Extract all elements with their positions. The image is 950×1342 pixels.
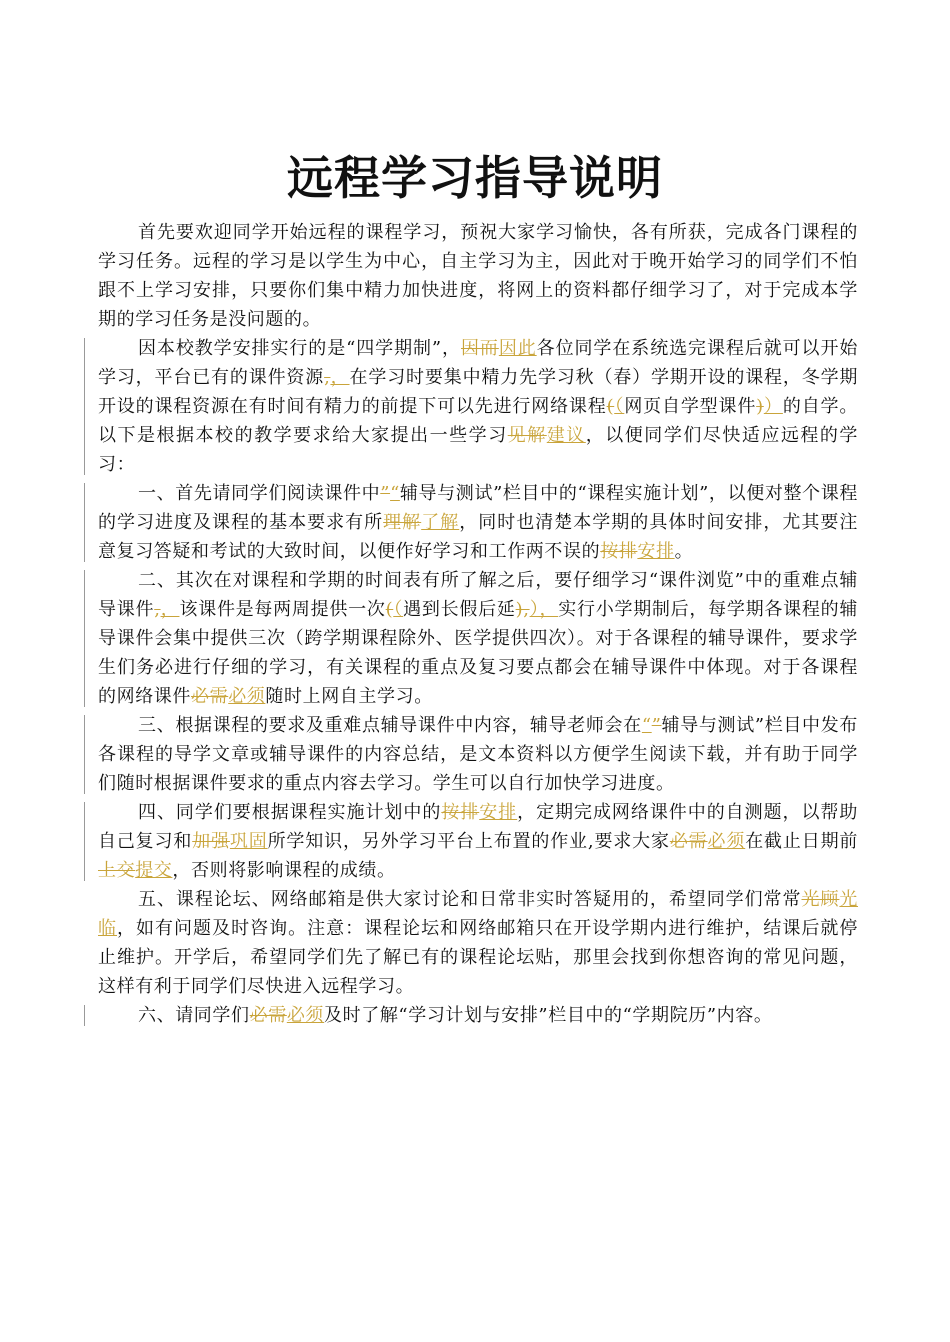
paragraph-text: 在截止日期前 [745, 831, 859, 852]
deleted-text: 按排 [600, 541, 638, 562]
inserted-text: （ [393, 599, 404, 620]
inserted-text: （ [614, 396, 625, 417]
paragraph-text: 在学习时要集中精力先学习秋（春）学期开设的课程，冬学期开设的课程资源在有时间有精力的前提下可以先进行网络课程 [98, 367, 859, 417]
paragraph-text: 所学知识，另外学习平台上布置的作业,要求大家 [267, 831, 670, 852]
paragraph-text: 的自学。以下是根据本校的教学要求给大家提出一些学习 [98, 396, 858, 446]
paragraph [98, 479, 858, 566]
deleted-text: 按排 [441, 802, 480, 823]
document-body [98, 218, 858, 1030]
paragraph [98, 885, 858, 1001]
deleted-text: ), [515, 599, 530, 620]
paragraph-text: ，否则将影响课程的成绩。 [172, 860, 396, 881]
deleted-text: 必需 [249, 1005, 287, 1026]
inserted-text: 必须 [228, 686, 266, 707]
inserted-text: 了解 [421, 512, 460, 533]
inserted-text: 巩固 [229, 831, 268, 852]
paragraph [98, 1001, 858, 1030]
paragraph [98, 334, 858, 479]
paragraph-text: 遇到长假后延 [403, 599, 516, 620]
paragraph-text: 网页自学型课件 [624, 396, 757, 417]
deleted-text: ( [606, 396, 615, 417]
deleted-text: 理解 [383, 512, 422, 533]
paragraph-text: 五、课程论坛、网络邮箱是供大家讨论和日常非实时答疑用的，希望同学们常常 [138, 889, 802, 910]
inserted-text: 安排 [479, 802, 518, 823]
inserted-text: 提交 [135, 860, 173, 881]
deleted-text: 必需 [669, 831, 708, 852]
deleted-text: ) [756, 396, 764, 417]
inserted-text: ， [160, 599, 180, 620]
inserted-text: “ [390, 483, 400, 504]
deleted-text: 加强 [192, 831, 230, 852]
paragraph-text: 六、请同学们 [138, 1005, 250, 1026]
paragraph-text: ，定期完成网络课件中的自测题，以帮助自己复习和 [98, 802, 858, 852]
paragraph-text: 及时了解“学习计划与安排”栏目中的“学期院历”内容。 [324, 1005, 773, 1026]
inserted-text: 因此 [498, 338, 537, 359]
paragraph-text: 因本校教学安排实行的是“四学期制”， [138, 338, 461, 359]
paragraph-text: 随时上网自主学习。 [265, 686, 433, 707]
paragraph-text: 。 [674, 541, 694, 562]
inserted-text: “ [641, 715, 652, 736]
paragraph-text: 实行小学期制后，每学期各课程的辅导课件会集中提供三次（跨学期课程除外、医学提供四次）。对于各课程的辅导课件，要求学生们务必进行仔细的学习，有关课程的重点及复习要点都会在辅导课件中体现。对于各课程的网络课件 [98, 599, 858, 707]
inserted-text: ）， [529, 599, 559, 620]
deleted-text: ” [651, 715, 662, 736]
deleted-text: 必需 [191, 686, 229, 707]
deleted-text: ” [380, 483, 391, 504]
paragraph-text: ，如有问题及时咨询。注意：课程论坛和网络邮箱只在开设学期内进行维护，结课后就停止维护。开学后，希望同学们先了解已有的课程论坛贴，那里会找到你想咨询的常见问题，这样有利于同学们尽快进入远程学习。 [98, 918, 858, 997]
deleted-text: , [324, 367, 331, 388]
deleted-text: 光顾 [801, 889, 840, 910]
inserted-text: ， [330, 367, 350, 388]
paragraph-text: 各位同学在系统选完课程后就可以开始学习，平台已有的课件资源 [98, 338, 859, 388]
paragraph-text: 一、首先请同学们阅读课件中 [138, 483, 381, 504]
paragraph-text: ，同时也清楚本学期的具体时间安排，尤其要注意复习答疑和考试的大致时间，以便作好学习和工作两不误的 [98, 512, 859, 562]
paragraph-text: 首先要欢迎同学开始远程的课程学习，预祝大家学习愉快，各有所获，完成各门课程的学习任务。远程的学习是以学生为中心，自主学习为主，因此对于晚开始学习的同学们不怕跟不上学习安排，只要你们集中精力加快进度，将网上的资料都仔细学习了，对于完成本学期的学习任务是没问题的。 [98, 222, 858, 330]
document-title: 远程学习指导说明 [287, 151, 663, 205]
deleted-text: ( [385, 599, 394, 620]
deleted-text: 因而 [460, 338, 499, 359]
paragraph-text: 三、根据课程的要求及重难点辅导课件中内容，辅导老师会在 [138, 715, 642, 736]
paragraph [98, 711, 858, 798]
paragraph [98, 566, 858, 711]
deleted-text: 见解 [507, 425, 547, 446]
paragraph [98, 798, 858, 885]
paragraph-text: ，以便同学们尽快适应远程的学习： [98, 425, 859, 475]
paragraph-text: 辅导与测试”栏目中的“课程实施计划”，以便对整个课程的学习进度及课程的基本要求有所 [98, 483, 858, 533]
inserted-text: 必须 [286, 1005, 325, 1026]
paragraph [98, 218, 858, 334]
inserted-text: 建议 [546, 425, 586, 446]
inserted-text: 必须 [707, 831, 746, 852]
inserted-text: ） [763, 396, 783, 417]
paragraph-text: 二、其次在对课程和学期的时间表有所了解之后，要仔细学习“课件浏览”中的重难点辅导课件 [98, 570, 858, 620]
paragraph-text: 该课件是每两周提供一次 [179, 599, 386, 620]
paragraph-text: 四、同学们要根据课程实施计划中的 [138, 802, 442, 823]
paragraph-text: 辅导与测试”栏目中发布各课程的导学文章或辅导课件的内容总结，是文本资料以方便学生阅读下载，并有助于同学们随时根据课件要求的重点内容去学习。学生可以自行加快学习进度。 [98, 715, 858, 794]
inserted-text: 安排 [637, 541, 675, 562]
inserted-text: 光临 [98, 889, 859, 939]
deleted-text: 上交 [98, 860, 136, 881]
deleted-text: , [154, 599, 161, 620]
